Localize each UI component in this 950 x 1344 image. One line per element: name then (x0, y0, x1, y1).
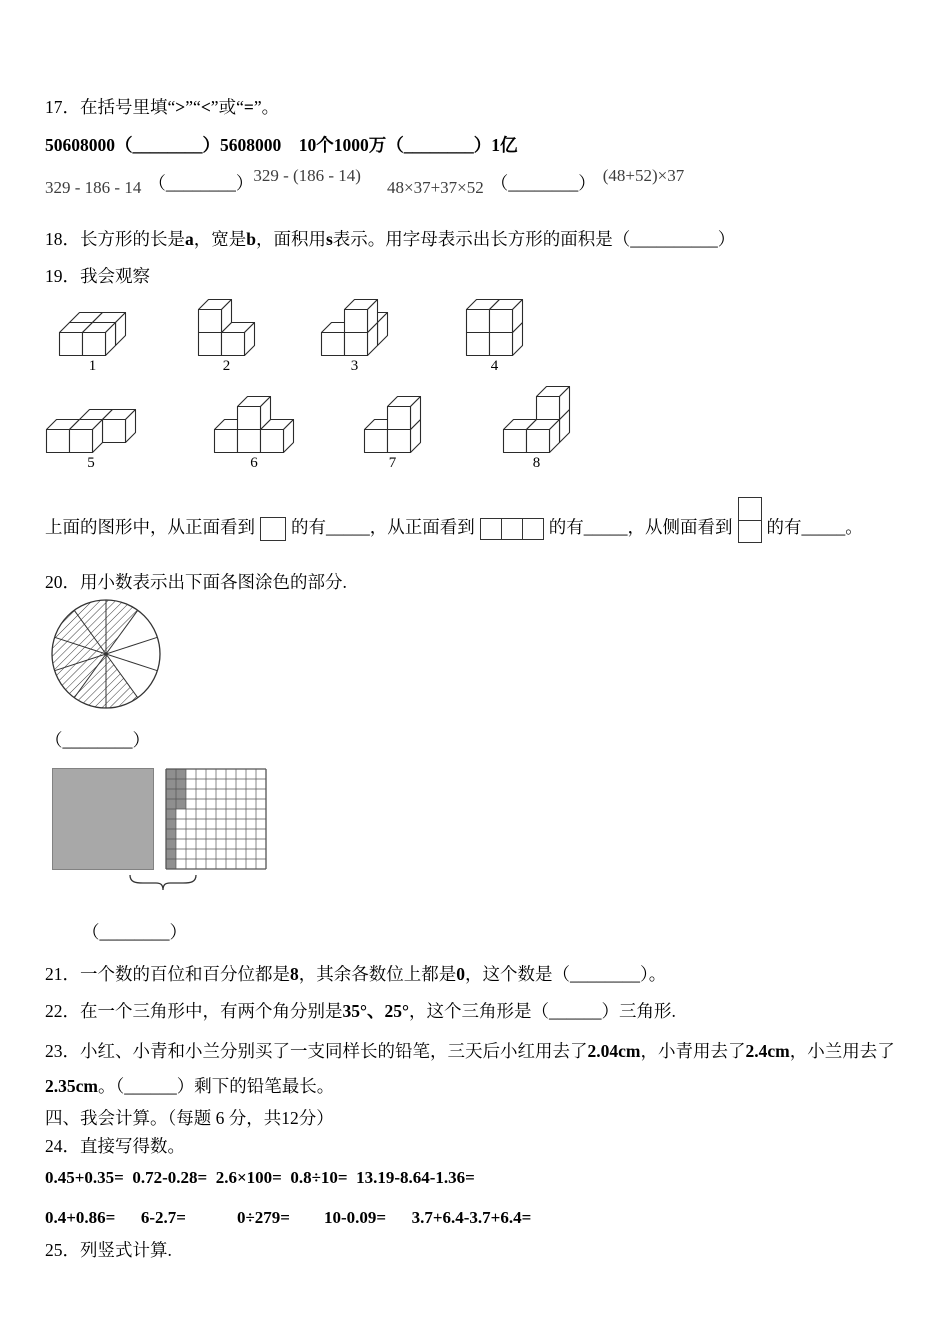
q21-text (45, 964, 910, 986)
q22-text (45, 1001, 910, 1023)
text-segment: ，这个数是（________）。 (465, 964, 667, 985)
text-segment: 8 (290, 964, 299, 985)
q24-title: 24．直接写得数。 (45, 1135, 185, 1156)
cube-figure-5 (45, 408, 137, 472)
text-segment: 2.35cm (45, 1075, 98, 1096)
cube-figure-label: 6 (250, 454, 258, 471)
cube-figure-label: 4 (490, 357, 499, 374)
q17-compare-line2 (45, 165, 910, 203)
cube-figure-drawing (213, 395, 295, 454)
cube-figure-drawing (465, 298, 524, 357)
cube-figure-label: 5 (87, 454, 95, 471)
text-segment: 18．长方形的长是 (45, 228, 185, 249)
text-segment: b (246, 228, 256, 249)
text-segment: < (200, 97, 211, 117)
hundred-grid (165, 768, 267, 875)
three-squares-row-icon (480, 518, 544, 540)
cube-figure-drawing (363, 395, 422, 454)
shaded-unit-square (52, 768, 154, 870)
q24-row1: 0.45+0.35= 0.72-0.28= 2.6×100= 0.8÷10= 13.19-8.64-1.36= (45, 1168, 475, 1188)
cube-figures-row1 (45, 298, 910, 375)
single-square-icon (260, 517, 286, 541)
cube-figure-3 (320, 298, 389, 375)
q20-blank-2: （________） (82, 922, 187, 943)
text-segment: 35°、25° (342, 1001, 409, 1021)
text-segment: ”。 (253, 97, 280, 117)
two-stacked-squares-icon (738, 497, 762, 543)
q19-title: 19．我会观察 (45, 265, 150, 286)
text-segment: a (185, 228, 194, 249)
cube-figure-7 (363, 395, 422, 472)
text-segment: ，宽是 (193, 228, 247, 249)
cube-figure-drawing (320, 298, 389, 357)
cube-figures-row2 (45, 385, 910, 472)
cube-figure-label: 1 (88, 357, 97, 374)
text-segment: 329 - 186 - 14 (45, 177, 142, 197)
text-segment: > (175, 97, 186, 117)
text-segment: 2.04cm (587, 1040, 641, 1061)
observe-text-4: 的有_____。 (766, 516, 863, 537)
text-segment: ，小青用去了 (640, 1040, 746, 1061)
cube-figure-2 (197, 298, 256, 375)
text-segment: ”或“ (210, 97, 244, 117)
text-segment: 23．小红、小青和小兰分别买了一支同样长的铅笔，三天后小红用去了 (45, 1040, 588, 1061)
text-segment: （________） (490, 172, 596, 193)
observe-text-2: 的有_____，从正面看到 (291, 516, 475, 537)
text-segment: 17．在括号里填“ (45, 97, 176, 117)
text-segment: （________） (148, 172, 254, 193)
cube-figure-label: 8 (532, 454, 541, 471)
cube-figure-label: 2 (222, 357, 231, 374)
text-segment: ，其余各数位上都是 (298, 964, 457, 985)
q24-row2: 0.4+0.86= 6-2.7= 0÷279= 10-0.09= 3.7+6.4-3.7+6.4= (45, 1207, 532, 1227)
q19-observe-line (45, 506, 910, 552)
text-segment: 2.4cm (745, 1040, 790, 1061)
underbrace-icon (128, 872, 198, 892)
observe-text-3: 的有_____，从侧面看到 (548, 516, 733, 537)
q20-blank-1: （________） (45, 730, 150, 751)
observe-text-1: 上面的图形中，从正面看到 (45, 516, 255, 537)
cube-figure-label: 7 (388, 454, 397, 471)
text-segment: (48+52)×37 (602, 165, 685, 185)
q23-line2 (45, 1076, 910, 1098)
text-segment: 。（______）剩下的铅笔最长。 (97, 1075, 335, 1096)
cube-figure-label: 3 (350, 357, 359, 374)
text-segment: 0 (456, 964, 465, 985)
fraction-circle-drawing (49, 597, 163, 711)
q20-title: 20．用小数表示出下面各图涂色的部分. (45, 571, 347, 592)
text-segment: ”“ (185, 97, 201, 117)
text-segment: ，这个三角形是（______）三角形. (409, 1001, 676, 1021)
text-segment: 表示。用字母表示出长方形的面积是（__________） (332, 228, 736, 249)
text-segment: 329 - (186 - 14) (253, 165, 361, 185)
text-segment: s (325, 228, 333, 249)
q17-compare-line1: 50608000（________）5608000 10个1000万（________）1亿 (45, 134, 518, 155)
cube-figure-drawing (45, 408, 137, 454)
text-segment: 22．在一个三角形中，有两个角分别是 (45, 1001, 343, 1021)
cube-figure-8 (502, 385, 571, 472)
q23-line1 (45, 1041, 910, 1063)
cube-figure-1 (58, 311, 127, 375)
circle-figure (49, 597, 910, 716)
cube-figure-drawing (197, 298, 256, 357)
decimal-squares-figure (52, 768, 910, 896)
q17-title (45, 97, 910, 119)
cube-figure-drawing (502, 385, 571, 454)
hundred-grid-drawing (165, 768, 267, 870)
section4-title: 四、我会计算。（每题 6 分，共12分） (45, 1107, 334, 1128)
cube-figure-drawing (58, 311, 127, 357)
cube-figure-6 (213, 395, 295, 472)
cube-figure-4 (465, 298, 524, 375)
text-segment: ，面积用 (255, 228, 326, 249)
q25-title: 25．列竖式计算. (45, 1239, 172, 1260)
text-segment: ，小兰用去了 (789, 1040, 895, 1061)
text-segment: = (243, 97, 254, 117)
text-segment: 48×37+37×52 (386, 177, 484, 197)
text-segment: 21．一个数的百位和百分位都是 (45, 964, 290, 985)
q18-text (45, 229, 910, 251)
